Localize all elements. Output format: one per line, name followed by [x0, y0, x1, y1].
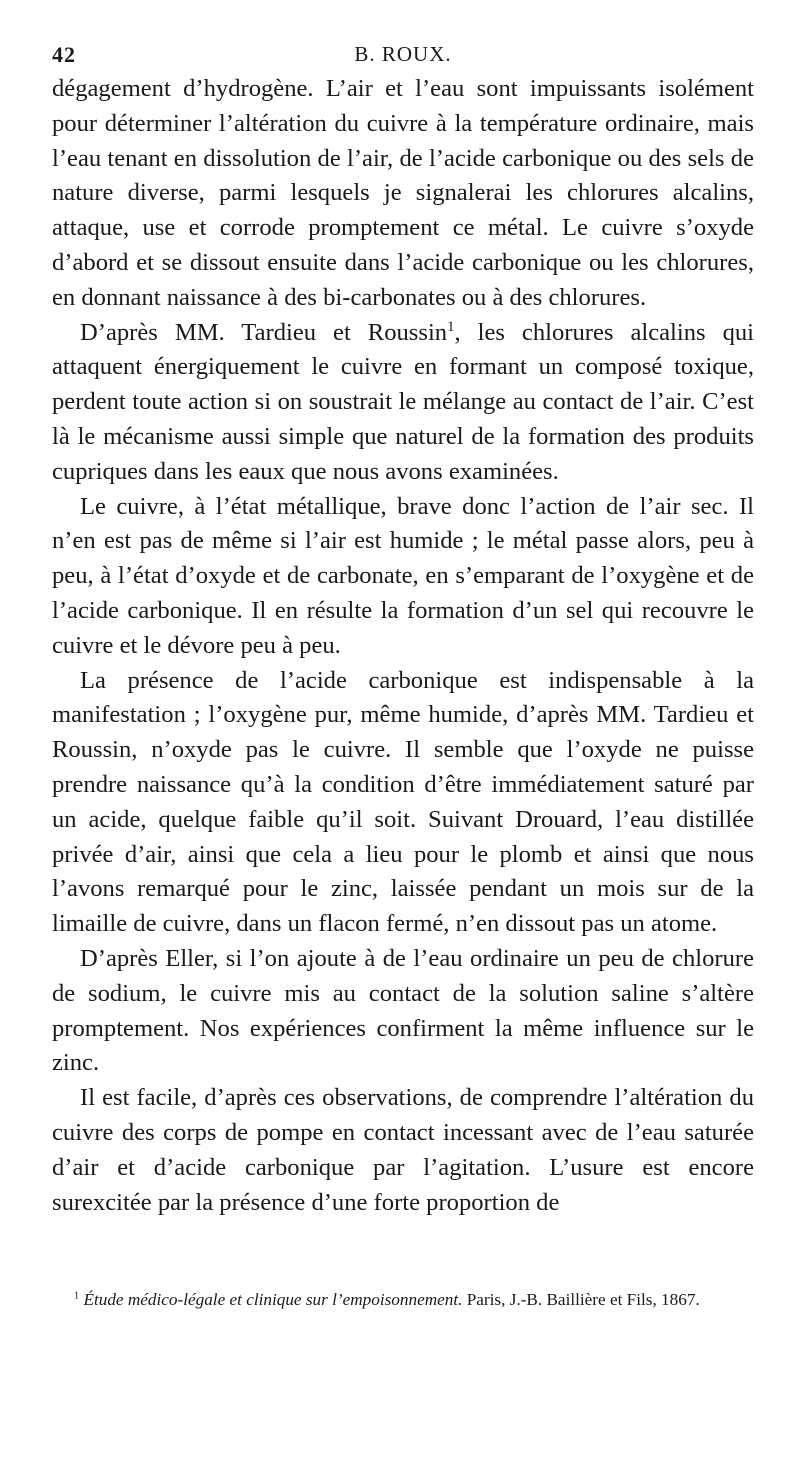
paragraph-2-text-b: , les chlorures alcalins qui attaquent énergiquement le cuivre en formant un composé toxique, perdent toute action si on soustrait le mélange au contact de l’air. C’est là le mécanisme aussi simple que naturel de la formation des produits cupriques dans les eaux que nous avons examinées. [52, 318, 754, 485]
paragraph-5: D’après Eller, si l’on ajoute à de l’eau ordinaire un peu de chlorure de sodium, le cuivre mis au contact de la solution saline s’altère promptement. Nos expériences confirment la même influence sur le zinc. [52, 944, 754, 1077]
paragraph-1: dégagement d’hydrogène. L’air et l’eau sont impuissants isolément pour déterminer l’altération du cuivre à la température ordinaire, mais l’eau tenant en dissolution de l’air, de l’acide carbonique ou des sels de nature diverse, parmi lesquels je signalerai les chlorures alcalins, attaque, use et corrode promptement ce métal. Le cuivre s’oxyde d’abord et se dissout ensuite dans l’acide carbonique ou les chlorures, en donnant naissance à des bi-carbonates ou à des chlorures. [52, 75, 754, 311]
paragraph-2 [52, 316, 754, 490]
footnote-reference: 1 [447, 318, 455, 335]
running-head-author: B. ROUX. [354, 42, 452, 66]
footnote-marker: 1 [74, 1290, 80, 1302]
paragraph-3: Le cuivre, à l’état métallique, brave donc l’action de l’air sec. Il n’en est pas de même si l’air est humide ; le métal passe alors, peu à peu, à l’état d’oxyde et de carbonate, en s’emparant de l’oxygène et de l’acide carbonique. Il en résulte la formation d’un sel qui recouvre le cuivre et le dévore peu à peu. [52, 492, 754, 659]
body-text [52, 72, 754, 1220]
paragraph-6: Il est facile, d’après ces observations, de comprendre l’altération du cuivre des corps de pompe en contact incessant avec de l’eau saturée d’air et d’acide carbonique par l’agitation. L’usure est encore surexcitée par la présence d’une forte proportion de [52, 1084, 754, 1216]
footnote [52, 1288, 754, 1312]
paragraph-2-text-a: D’après MM. Tardieu et Roussin [80, 318, 448, 346]
page [52, 28, 754, 1312]
footnote-publisher: Paris, J.-B. Baillière et Fils, 1867. [462, 1290, 700, 1310]
paragraph-4: La présence de l’acide carbonique est indispensable à la manifestation ; l’oxygène pur, même humide, d’après MM. Tardieu et Roussin, n’oxyde pas le cuivre. Il semble que l’oxyde ne puisse prendre naissance qu’à la condition d’être immédiatement saturé par un acide, quelque faible qu’il soit. Suivant Drouard, l’eau distillée privée d’air, ainsi que cela a lieu pour le plomb et ainsi que nous l’avons remarqué pour le zinc, laissée pendant un mois sur de la limaille de cuivre, dans un flacon fermé, n’en dissout pas un atome. [52, 666, 754, 938]
running-head [52, 28, 754, 72]
footnote-title: Étude médico-légale et clinique sur l’empoisonnement. [83, 1290, 463, 1310]
page-number: 42 [52, 42, 76, 67]
